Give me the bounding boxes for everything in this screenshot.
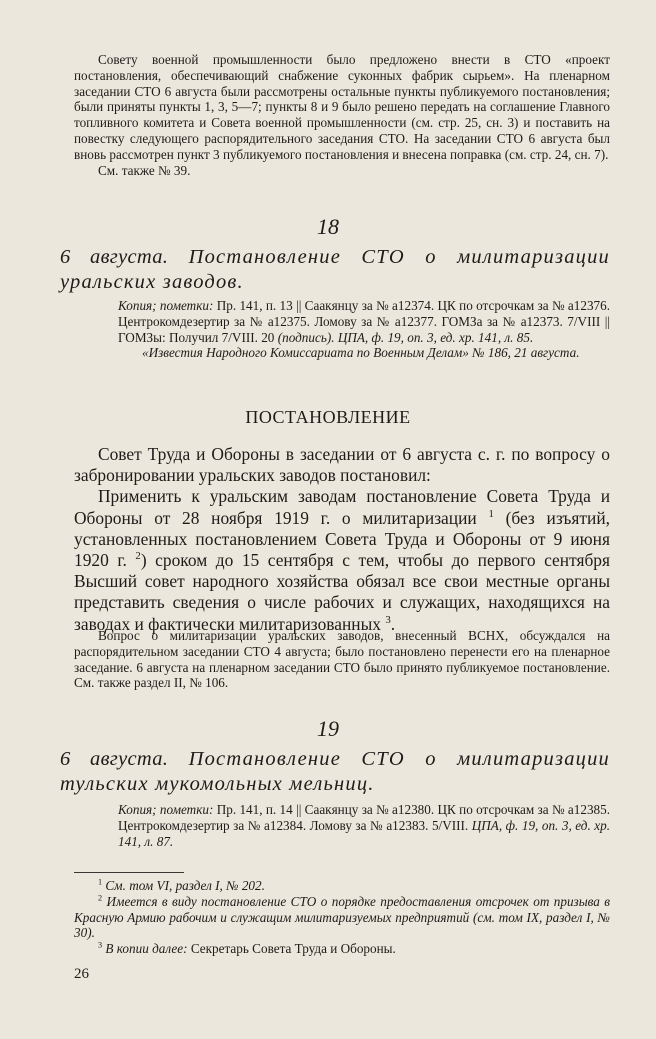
editor-note-text: Вопрос о милитаризации уральских заводов, внесенный ВСНХ, обсуждался на распорядительном заседании СТО 4 августа; было постановлено перенести его на пленарное заседание. 6 августа на пленарном заседании СТО было принято публикуемое постановление. См. также раздел II, № 106. <box>74 628 610 691</box>
footnote-ref-2: 2 <box>135 550 141 563</box>
page-number: 26 <box>74 966 89 982</box>
decree-text-b: (без изъятий, установленных постановлением Совета Труда и Обороны от 9 июня 1920 г. <box>74 507 610 571</box>
meta-signature-18: (подпись). <box>277 329 335 345</box>
document-meta-18 <box>118 298 610 361</box>
document-title-text-19: Постановление СТО о милитаризации тульских мукомольных мельниц. <box>60 748 610 795</box>
meta-text-19: Пр. 141, п. 14 || Саакянцу за № а12380. ЦК по отсрочкам за № а12385. Центрокомдезертир за № а12384. Ломову за № а12383. 5/VIII. <box>118 802 611 833</box>
document-title-text-18: Постановление СТО о милитаризации уральских заводов. <box>60 246 610 293</box>
decree-paragraph-1: Совет Труда и Обороны в заседании от 6 августа с. г. по вопросу о забронировании уральских заводов постановил: <box>74 444 610 486</box>
footnote-text-2: Имеется в виду постановление СТО о порядке предоставления отсрочек от призыва в Красную Армию рабочим и служащим милитаризуемых предприятий (см. том IX, раздел I, № 30). <box>74 893 610 941</box>
decree-body <box>74 444 610 635</box>
document-meta-19 <box>118 802 610 849</box>
footnote-ref-1: 1 <box>488 507 494 520</box>
document-title-19 <box>60 747 610 797</box>
footnote-ref-3: 3 <box>385 613 391 626</box>
footnote-3 <box>74 941 610 957</box>
meta-copy-18 <box>118 298 610 345</box>
footnote-text-1: См. том VI, раздел I, № 202. <box>105 878 265 893</box>
footnote-2 <box>74 894 610 941</box>
decree-text-a: Применить к уральским заводам постановление Совета Труда и Обороны от 28 ноября 1919 г. о милитаризации <box>74 486 610 528</box>
meta-publication-18: «Известия Народного Комиссариата по Военным Делам» № 186, 21 августа. <box>142 345 580 361</box>
decree-text-d: . <box>390 613 396 634</box>
footnote-number-2: 2 <box>98 893 103 903</box>
document-number-18: 18 <box>317 214 339 239</box>
decree-heading: ПОСТАНОВЛЕНИЕ <box>245 407 411 427</box>
document-number-19: 19 <box>317 716 339 741</box>
meta-label-19: Копия; пометки: <box>118 802 214 817</box>
document-title-18 <box>60 245 610 295</box>
footnote-label-3: В копии далее: <box>105 941 188 957</box>
editor-note-18 <box>74 628 610 691</box>
intro-paragraph: Совету военной промышленности было предложено внести в СТО «проект постановления, обеспечивающий снабжение суконных фабрик сырьем». На пленарном заседании СТО 6 августа были рассмотрены остальные пункты публикуемого постановления; были приняты пункты 1, 3, 5—7; пункты 8 и 9 было решено передать на соглашение Главного топливного комитета и Совета военной промышленности (см. стр. 25, сн. 3) и поставить на повестку следующего распорядительного заседания СТО. На заседании СТО 6 августа был вновь рассмотрен пункт 3 публикуемого постановления и внесена поправка (см. стр. 24, сн. 7). <box>74 52 610 162</box>
document-date-19: 6 августа. <box>60 748 169 770</box>
decree-text-c: ) сроком до 15 сентября с тем, чтобы до первого сентября Высший совет народного хозяйства обязал все свои местные органы представить сведения о числе рабочих и служащих, находящихся на заводах и фактически милитаризованных <box>74 550 610 634</box>
footnote-number-3: 3 <box>98 940 103 950</box>
decree-paragraph-2 <box>74 486 610 634</box>
meta-label-18: Копия; пометки: <box>118 298 214 313</box>
footnote-1 <box>74 878 610 894</box>
meta-archive-19: ЦПА, ф. 19, оп. 3, ед. хр. 141, л. 87. <box>118 817 611 849</box>
meta-archive-18: ЦПА, ф. 19, оп. 3, ед. хр. 141, л. 85. <box>337 329 534 345</box>
document-date-18: 6 августа. <box>60 246 169 268</box>
footnote-divider <box>74 872 184 873</box>
intro-see-also: См. также № 39. <box>98 162 191 178</box>
footnote-number-1: 1 <box>98 877 103 887</box>
intro-note <box>74 52 610 178</box>
footnotes <box>74 878 610 957</box>
meta-copy-19 <box>118 802 610 849</box>
meta-text-18: Пр. 141, п. 13 || Саакянцу за № а12374. ЦК по отсрочкам за № а12376. Центрокомдезертир за № а12375. Ломову за № а12377. ГОМЗа за № а12373. 7/VIII || ГОМЗы: Получил 7/VIII. 20 <box>118 298 611 345</box>
footnote-text-3: Секретарь Совета Труда и Обороны. <box>190 941 396 957</box>
